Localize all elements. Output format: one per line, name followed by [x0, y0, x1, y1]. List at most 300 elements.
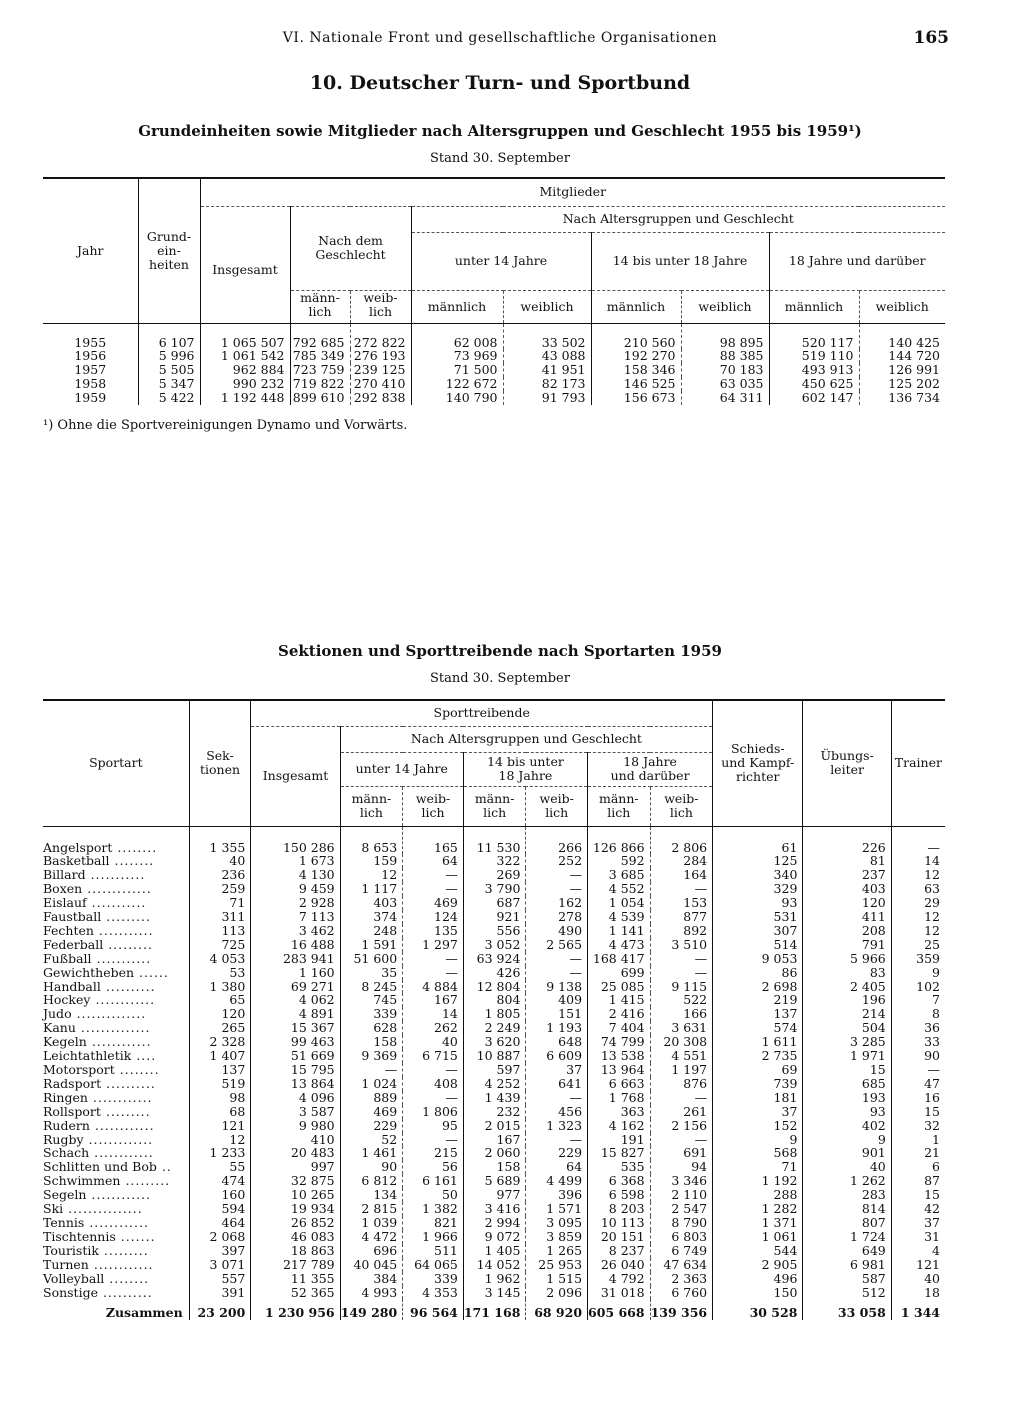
sports-cell: 8 653	[340, 826, 403, 854]
col2-u18-m: männ- lich	[463, 786, 526, 826]
members-cell: 1955	[74, 334, 107, 350]
sports-cell: 14	[891, 854, 945, 868]
leader-dots: .............	[82, 881, 152, 897]
sports-cell: 50	[403, 1188, 464, 1202]
sports-cell: 217 789	[251, 1258, 340, 1272]
sports-cell: 3 095	[526, 1216, 588, 1230]
sports-cell: —	[340, 1063, 403, 1077]
sport-name	[43, 896, 189, 910]
members-cell: 125 202	[859, 377, 945, 391]
sports-cell: 193	[803, 1091, 891, 1105]
sports-cell: —	[650, 966, 713, 980]
sports-cell: 160	[189, 1188, 251, 1202]
sports-cell: 4 062	[251, 993, 340, 1007]
sport-name	[43, 1133, 189, 1147]
members-cell: 785 349	[290, 349, 350, 363]
sports-cell: 1 971	[803, 1049, 891, 1063]
sports-cell: 3 790	[463, 882, 526, 896]
sports-cell: 4 353	[403, 1286, 464, 1300]
sports-cell: 269	[463, 868, 526, 882]
sports-cell: 474	[189, 1174, 251, 1188]
sports-cell: 16 488	[251, 938, 340, 952]
sports-row	[43, 1077, 945, 1091]
col-trainer: Trainer	[891, 700, 945, 826]
sports-cell: 120	[803, 896, 891, 910]
col-nach-alter: Nach Altersgruppen und Geschlecht	[411, 206, 945, 232]
sports-row	[43, 868, 945, 882]
sports-row	[43, 1244, 945, 1258]
sports-cell: —	[403, 952, 464, 966]
sports-cell: 1 673	[251, 854, 340, 868]
members-cell: 520 117	[769, 323, 859, 349]
sport-label: Volleyball	[43, 1270, 105, 1286]
sports-cell: 8 245	[340, 980, 403, 994]
sports-cell: 1 265	[526, 1244, 588, 1258]
sports-cell: —	[526, 1091, 588, 1105]
col-uebungsleiter: Übungs- leiter	[803, 700, 891, 826]
members-cell: 1958	[74, 376, 107, 392]
sports-cell: 162	[526, 896, 588, 910]
sport-label: Rudern	[43, 1117, 90, 1133]
sport-label: Ringen	[43, 1089, 88, 1105]
sports-cell: 102	[891, 980, 945, 994]
sports-cell: 339	[340, 1007, 403, 1021]
sports-row	[43, 1049, 945, 1063]
sports-cell: 2 405	[803, 980, 891, 994]
sports-cell: 2 547	[650, 1202, 713, 1216]
sports-row	[43, 882, 945, 896]
leader-dots: .........	[101, 909, 151, 925]
members-cell: 82 173	[503, 377, 591, 391]
sport-name	[43, 1077, 189, 1091]
sports-row	[43, 1174, 945, 1188]
leader-dots: ............	[87, 1089, 153, 1105]
sports-cell: —	[891, 1063, 945, 1077]
sports-cell: 12	[340, 868, 403, 882]
sport-name	[43, 910, 189, 924]
members-cell: 140 425	[859, 323, 945, 349]
sports-cell: 4 884	[403, 980, 464, 994]
members-cell: 723 759	[290, 363, 350, 377]
sports-cell: 2 096	[526, 1286, 588, 1300]
sports-cell: 535	[588, 1160, 651, 1174]
col-weiblich: weib- lich	[350, 290, 411, 323]
sport-label: Billard	[43, 867, 86, 883]
sports-cell: 4 053	[189, 952, 251, 966]
col-sportart: Sportart	[43, 700, 189, 826]
sports-cell: 137	[713, 1007, 803, 1021]
col-ab18: 18 Jahre und darüber	[769, 232, 945, 290]
leader-dots: ............	[90, 992, 156, 1008]
leader-dots: ............	[86, 1187, 152, 1203]
sports-cell: —	[526, 1133, 588, 1147]
sports-cell: 8 237	[588, 1244, 651, 1258]
sports-cell: 1 380	[189, 980, 251, 994]
sports-cell: 557	[189, 1272, 251, 1286]
members-cell: 719 822	[290, 377, 350, 391]
sports-cell: 53	[189, 966, 251, 980]
sports-row	[43, 1188, 945, 1202]
sports-cell: 1 768	[588, 1091, 651, 1105]
sports-cell: 1 024	[340, 1077, 403, 1091]
sports-cell: 135	[403, 924, 464, 938]
sport-label: Leichtathletik	[43, 1048, 132, 1064]
sports-cell: 40	[891, 1272, 945, 1286]
col2-nach-alter: Nach Altersgruppen und Geschlecht	[340, 726, 712, 752]
sports-cell: 26 852	[251, 1216, 340, 1230]
leader-dots: ..........	[100, 978, 156, 994]
sports-cell: 2 328	[189, 1035, 251, 1049]
sports-cell: 229	[340, 1119, 403, 1133]
sports-table-body	[43, 826, 945, 1320]
sports-table	[43, 699, 945, 1320]
col-u18-m: männlich	[591, 290, 681, 323]
sport-name	[43, 854, 189, 868]
col2-a18-m: männ- lich	[588, 786, 651, 826]
leader-dots: ..........	[97, 1284, 153, 1300]
sport-name	[43, 1035, 189, 1049]
sports-cell: —	[403, 882, 464, 896]
sports-cell: —	[403, 868, 464, 882]
members-cell: 602 147	[769, 391, 859, 405]
members-cell: 136 734	[859, 391, 945, 405]
sports-cell: 37	[526, 1063, 588, 1077]
sports-cell: 9	[891, 966, 945, 980]
sports-cell: 1 591	[340, 938, 403, 952]
sports-cell: 311	[189, 910, 251, 924]
sports-cell: 284	[650, 854, 713, 868]
members-cell: 1 065 507	[200, 323, 290, 349]
members-cell: 91 793	[503, 391, 591, 405]
sports-row	[43, 1146, 945, 1160]
leader-dots: .............	[83, 1131, 154, 1147]
sport-name	[43, 1230, 189, 1244]
sports-cell: 215	[403, 1146, 464, 1160]
members-cell: 126 991	[859, 363, 945, 377]
sports-cell: 1 344	[891, 1299, 945, 1320]
sports-cell: 1 806	[403, 1105, 464, 1119]
sports-cell: 889	[340, 1091, 403, 1105]
sports-cell: 3 587	[251, 1105, 340, 1119]
sports-cell: 641	[526, 1077, 588, 1091]
sports-cell: 248	[340, 924, 403, 938]
sports-cell: 120	[189, 1007, 251, 1021]
col2-a18-w: weib- lich	[650, 786, 713, 826]
sports-row	[43, 1063, 945, 1077]
sports-cell: 1 461	[340, 1146, 403, 1160]
sports-cell: 6 368	[588, 1174, 651, 1188]
sports-cell: 4 993	[340, 1286, 403, 1300]
leader-dots: ..............	[75, 1020, 151, 1036]
sports-cell: 3 510	[650, 938, 713, 952]
sports-cell: 33	[891, 1035, 945, 1049]
sports-cell: 20 308	[650, 1035, 713, 1049]
sport-name	[43, 1258, 189, 1272]
sports-cell: 384	[340, 1272, 403, 1286]
sports-cell: 696	[340, 1244, 403, 1258]
leader-dots: ........	[104, 1270, 150, 1286]
leader-dots: ...........	[93, 922, 154, 938]
sports-cell: 1 405	[463, 1244, 526, 1258]
sports-cell: 33 058	[803, 1299, 891, 1320]
members-cell: 63 035	[681, 377, 769, 391]
sports-cell: 69	[713, 1063, 803, 1077]
sports-cell: 121	[891, 1258, 945, 1272]
col-sporttreibende: Sporttreibende	[251, 700, 713, 726]
sports-cell: 391	[189, 1286, 251, 1300]
sports-cell: 1 192	[713, 1174, 803, 1188]
sports-cell: 11 355	[251, 1272, 340, 1286]
sports-cell: 236	[189, 868, 251, 882]
col2-unter14: unter 14 Jahre	[340, 752, 463, 786]
sports-cell: 877	[650, 910, 713, 924]
sports-cell: 61	[713, 826, 803, 854]
sports-cell: 2 994	[463, 1216, 526, 1230]
leader-dots: ..	[156, 1159, 172, 1175]
sport-name	[43, 1272, 189, 1286]
sports-cell: 1 355	[189, 826, 251, 854]
sport-label: Schach	[43, 1145, 90, 1161]
sport-label: Ski	[43, 1201, 64, 1217]
leader-dots: .........	[100, 1103, 151, 1119]
sports-cell: 3 859	[526, 1230, 588, 1244]
sports-row	[43, 826, 945, 854]
sports-cell: 363	[588, 1105, 651, 1119]
sports-cell: 876	[650, 1077, 713, 1091]
members-cell: 6 107	[138, 323, 200, 349]
sport-name	[43, 882, 189, 896]
sports-cell: 278	[526, 910, 588, 924]
sports-cell: 20 483	[251, 1146, 340, 1160]
sports-cell: 1 193	[526, 1021, 588, 1035]
sports-cell: —	[526, 868, 588, 882]
sports-cell: 556	[463, 924, 526, 938]
sports-cell: 16	[891, 1091, 945, 1105]
col-unter14: unter 14 Jahre	[411, 232, 591, 290]
sports-cell: 307	[713, 924, 803, 938]
sports-cell: 374	[340, 910, 403, 924]
sport-label: Hockey	[43, 992, 91, 1008]
sport-label: Judo	[43, 1006, 72, 1022]
sports-cell: 2 060	[463, 1146, 526, 1160]
sports-cell: 1 515	[526, 1272, 588, 1286]
sports-cell: 266	[526, 826, 588, 854]
sports-cell: 40	[189, 854, 251, 868]
sports-cell: —	[403, 966, 464, 980]
sports-cell: 208	[803, 924, 891, 938]
sports-cell: 1 141	[588, 924, 651, 938]
sports-cell: 2 815	[340, 1202, 403, 1216]
leader-dots: ...........	[85, 867, 146, 883]
members-cell: 98 895	[681, 323, 769, 349]
sports-cell: 167	[403, 993, 464, 1007]
members-cell: 272 822	[350, 323, 411, 349]
sports-row	[43, 1119, 945, 1133]
sports-row	[43, 1021, 945, 1035]
members-cell: 73 969	[411, 349, 503, 363]
sports-cell: 4	[891, 1244, 945, 1258]
sports-cell: 8 203	[588, 1202, 651, 1216]
sports-cell: 15	[891, 1188, 945, 1202]
sports-cell: 168 417	[588, 952, 651, 966]
table1-subtitle: Stand 30. September	[430, 151, 570, 166]
col-mitglieder: Mitglieder	[200, 178, 945, 206]
sports-cell: 149 280	[340, 1299, 403, 1320]
sports-cell: 3 346	[650, 1174, 713, 1188]
table2-subtitle: Stand 30. September	[430, 671, 570, 686]
members-cell: 1 192 448	[200, 391, 290, 405]
sports-cell: 29	[891, 896, 945, 910]
leader-dots: ..........	[101, 1075, 156, 1091]
members-cell: 158 346	[591, 363, 681, 377]
sports-cell: 166	[650, 1007, 713, 1021]
sport-name: Zusammen	[105, 1305, 183, 1321]
sports-cell: 86	[713, 966, 803, 980]
sports-cell: 90	[340, 1160, 403, 1174]
sports-cell: 496	[713, 1272, 803, 1286]
sports-cell: 1 805	[463, 1007, 526, 1021]
sport-label: Touristik	[43, 1242, 99, 1258]
sport-label: Faustball	[43, 909, 102, 925]
sport-label: Basketball	[43, 853, 110, 869]
sports-cell: 9	[713, 1133, 803, 1147]
sports-cell: 229	[526, 1146, 588, 1160]
section-title: VI. Nationale Front und gesellschaftliche Organisationen	[282, 30, 718, 46]
sports-cell: 40	[403, 1035, 464, 1049]
sports-cell: 739	[713, 1077, 803, 1091]
sports-cell: 6 812	[340, 1174, 403, 1188]
members-cell: 1959	[74, 390, 107, 406]
members-cell: 5 996	[138, 349, 200, 363]
sports-row	[43, 854, 945, 868]
sports-cell: 1 962	[463, 1272, 526, 1286]
sports-row	[43, 896, 945, 910]
sports-cell: 196	[803, 993, 891, 1007]
sports-cell: 804	[463, 993, 526, 1007]
members-cell: 144 720	[859, 349, 945, 363]
sport-name	[43, 1202, 189, 1216]
sports-cell: 568	[713, 1146, 803, 1160]
sports-cell: 64	[403, 854, 464, 868]
sports-cell: 1 439	[463, 1091, 526, 1105]
sports-cell: 4 552	[588, 882, 651, 896]
sports-cell: 83	[803, 966, 891, 980]
sports-cell: —	[403, 1091, 464, 1105]
col-u14-w: weiblich	[503, 290, 591, 323]
sports-cell: 65	[189, 993, 251, 1007]
col-a18-m: männlich	[769, 290, 859, 323]
members-cell: 71 500	[411, 363, 503, 377]
sports-cell: —	[403, 1063, 464, 1077]
members-cell: 146 525	[591, 377, 681, 391]
sports-row	[43, 1230, 945, 1244]
sports-cell: 3 416	[463, 1202, 526, 1216]
sports-cell: 3 285	[803, 1035, 891, 1049]
sports-cell: 4 162	[588, 1119, 651, 1133]
sports-cell: 7 404	[588, 1021, 651, 1035]
sports-cell: 283	[803, 1188, 891, 1202]
sports-cell: 1 571	[526, 1202, 588, 1216]
sport-name	[43, 1188, 189, 1202]
sports-cell: 55	[189, 1160, 251, 1174]
sports-cell: 469	[340, 1105, 403, 1119]
members-cell: 1957	[74, 362, 107, 378]
sports-cell: 4 130	[251, 868, 340, 882]
sports-cell: 15 795	[251, 1063, 340, 1077]
sport-name	[43, 1105, 189, 1119]
sports-cell: 15 367	[251, 1021, 340, 1035]
sports-cell: 68	[189, 1105, 251, 1119]
sports-cell: 9 053	[713, 952, 803, 966]
leader-dots: ...........	[86, 895, 147, 911]
col-schiedsrichter: Schieds- und Kampf- richter	[713, 700, 803, 826]
sports-cell: —	[650, 1091, 713, 1105]
sports-cell: 322	[463, 854, 526, 868]
col-sektionen: Sek- tionen	[189, 700, 251, 826]
sports-cell: 37	[891, 1216, 945, 1230]
sport-label: Boxen	[43, 881, 83, 897]
sports-cell: 25 085	[588, 980, 651, 994]
sports-cell: 691	[650, 1146, 713, 1160]
sports-row	[43, 980, 945, 994]
sports-cell: 1 966	[403, 1230, 464, 1244]
sports-cell: 1 117	[340, 882, 403, 896]
sports-cell: 15	[891, 1105, 945, 1119]
sports-cell: 5 689	[463, 1174, 526, 1188]
sport-name	[43, 868, 189, 882]
sports-cell: 134	[340, 1188, 403, 1202]
sports-cell: 3 462	[251, 924, 340, 938]
sports-cell: 35	[340, 966, 403, 980]
sports-cell: —	[526, 882, 588, 896]
sport-name	[43, 1063, 189, 1077]
sports-row	[43, 1286, 945, 1300]
sport-name	[43, 1091, 189, 1105]
col-nach-geschlecht: Nach dem Geschlecht	[290, 206, 411, 290]
sports-row	[43, 1272, 945, 1286]
sports-cell: 93	[803, 1105, 891, 1119]
sports-cell: 25	[891, 938, 945, 952]
leader-dots: ......	[134, 964, 169, 980]
sports-cell: 113	[189, 924, 251, 938]
sports-cell: 7	[891, 993, 945, 1007]
sports-cell: 226	[803, 826, 891, 854]
sports-cell: 7 113	[251, 910, 340, 924]
sports-cell: 4 252	[463, 1077, 526, 1091]
sports-cell: 63 924	[463, 952, 526, 966]
sports-cell: 531	[713, 910, 803, 924]
sports-cell: 1 039	[340, 1216, 403, 1230]
members-cell: 41 951	[503, 363, 591, 377]
sports-cell: 64	[526, 1160, 588, 1174]
sports-cell: 1 282	[713, 1202, 803, 1216]
sports-cell: 15	[803, 1063, 891, 1077]
members-cell: 1 061 542	[200, 349, 290, 363]
sports-cell: 3 145	[463, 1286, 526, 1300]
sports-cell: —	[650, 952, 713, 966]
sports-cell: 40 045	[340, 1258, 403, 1272]
col-maennlich: männ- lich	[290, 290, 350, 323]
sports-cell: 892	[650, 924, 713, 938]
sports-cell: 20 151	[588, 1230, 651, 1244]
sports-row	[43, 952, 945, 966]
sports-cell: 1 054	[588, 896, 651, 910]
sports-cell: 1 382	[403, 1202, 464, 1216]
sports-cell: 594	[189, 1202, 251, 1216]
sports-cell: 2 363	[650, 1272, 713, 1286]
sports-cell: 597	[463, 1063, 526, 1077]
col-u18-w: weiblich	[681, 290, 769, 323]
